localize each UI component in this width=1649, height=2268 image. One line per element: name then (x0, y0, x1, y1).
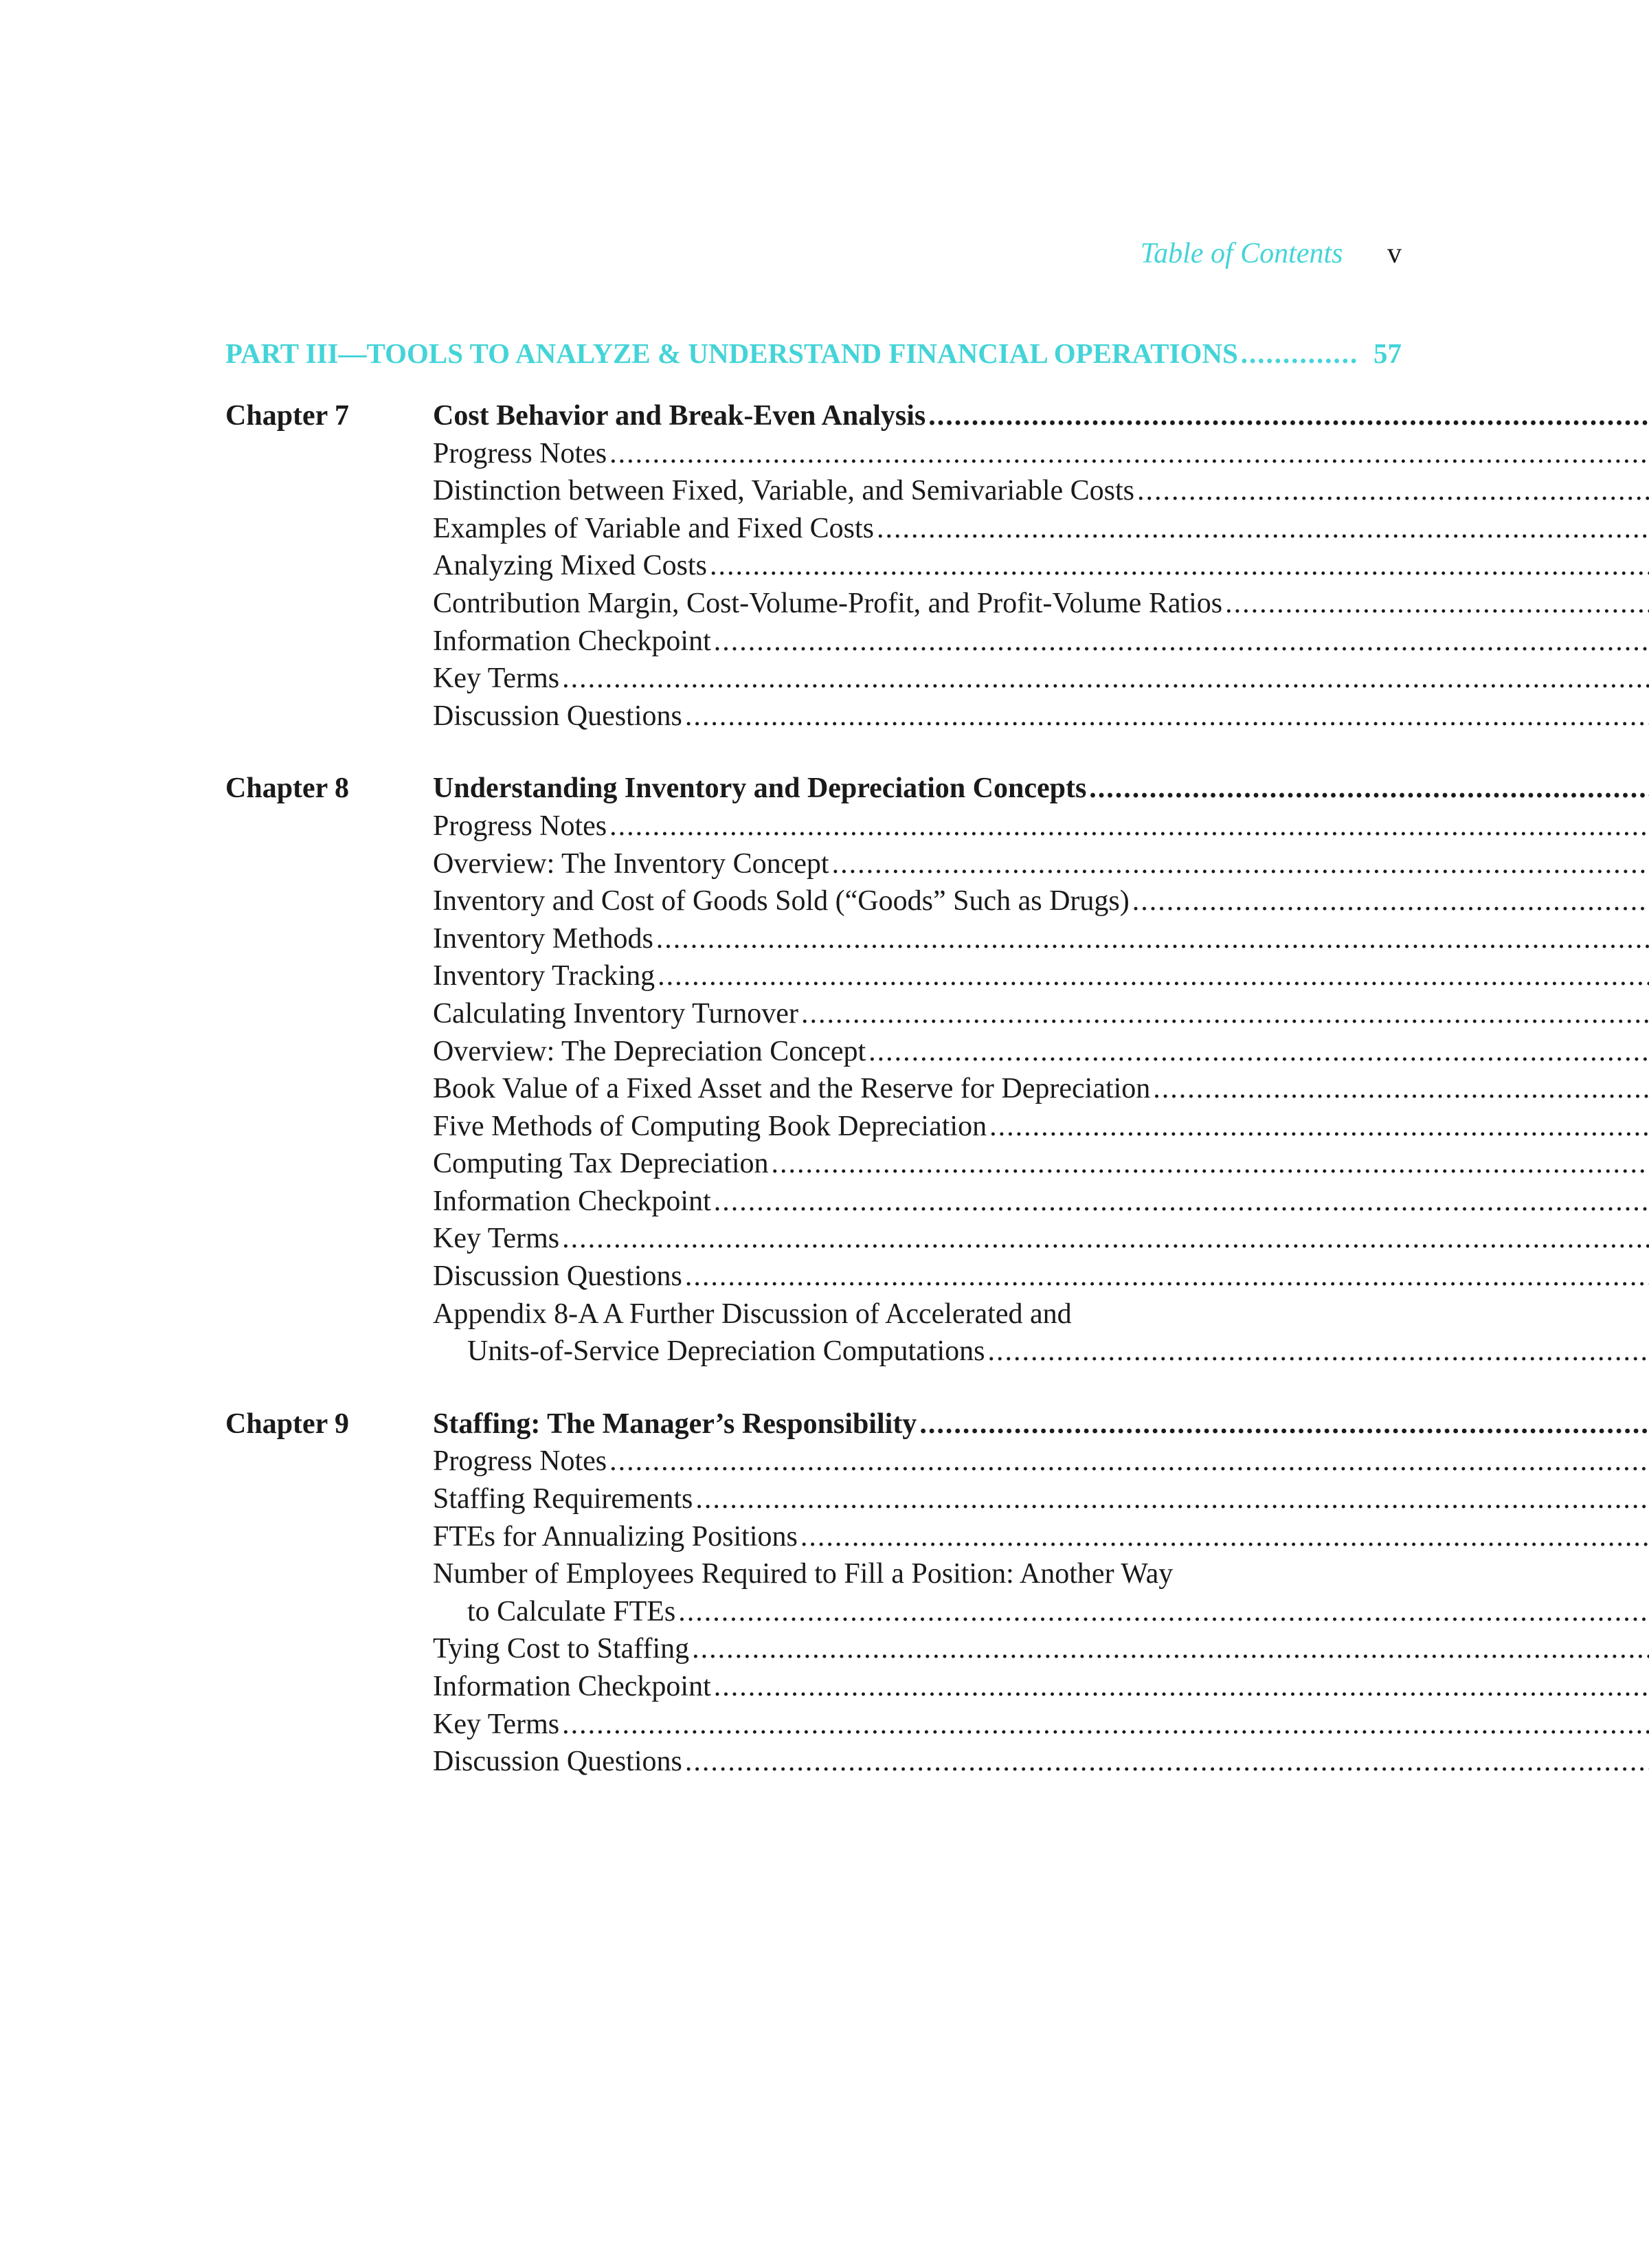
part-title: PART III—TOOLS TO ANALYZE & UNDERSTAND FINANCIAL OPERATIONS (225, 337, 1238, 369)
dot-leader (609, 435, 1649, 473)
dot-leader (832, 845, 1649, 883)
entry-title: Information Checkpoint (433, 625, 711, 657)
dot-leader (695, 1480, 1649, 1518)
entry-title: Distinction between Fixed, Variable, and Semivariable Costs (433, 475, 1135, 507)
toc-entry[interactable] (433, 547, 1649, 585)
entry-title: Staffing: The Manager’s Responsibility (433, 1408, 917, 1440)
dot-leader (656, 920, 1649, 958)
entry-title: Calculating Inventory Turnover (433, 997, 798, 1030)
chapter-list (225, 397, 1402, 1781)
toc-entry[interactable] (433, 623, 1649, 660)
toc-entry[interactable] (433, 1593, 1649, 1631)
entry-title: Appendix 8-A A Further Discussion of Accelerated and (433, 1298, 1072, 1330)
chapter-title-entry[interactable] (433, 770, 1649, 808)
entry-title: Information Checkpoint (433, 1185, 711, 1217)
dot-leader (685, 698, 1649, 735)
entry-title: Units-of-Service Depreciation Computations (467, 1335, 985, 1368)
dot-leader (989, 1108, 1649, 1146)
toc-entry[interactable] (433, 1333, 1649, 1370)
toc-entry[interactable] (433, 808, 1649, 845)
entry-title: to Calculate FTEs (467, 1595, 676, 1627)
dot-leader (685, 1258, 1649, 1296)
dot-leader (714, 1183, 1649, 1221)
toc-entry[interactable] (433, 1743, 1649, 1781)
entry-title: Examples of Variable and Fixed Costs (433, 512, 874, 544)
toc-entry[interactable] (433, 1033, 1649, 1071)
entry-title: Inventory and Cost of Goods Sold (“Goods” Such as Drugs) (433, 885, 1130, 918)
toc-entry[interactable] (433, 1070, 1649, 1108)
chapter-entries (433, 1405, 1649, 1781)
entry-title: Analyzing Mixed Costs (433, 550, 707, 582)
dot-leader (678, 1593, 1649, 1631)
toc-entry[interactable] (433, 1555, 1649, 1593)
toc-entry[interactable] (433, 1108, 1649, 1146)
entry-title: Progress Notes (433, 437, 607, 469)
dot-leader (928, 397, 1649, 435)
toc-entry[interactable] (433, 510, 1649, 548)
toc-entry[interactable] (433, 698, 1649, 735)
dot-leader (1137, 472, 1649, 510)
dot-leader (714, 1668, 1649, 1706)
toc-entry[interactable] (433, 1145, 1649, 1183)
dot-leader (987, 1333, 1649, 1370)
part-heading[interactable] (225, 326, 1402, 381)
chapter-title-entry[interactable] (433, 397, 1649, 435)
entry-title: Understanding Inventory and Depreciation Concepts (433, 772, 1087, 805)
dot-leader (801, 995, 1649, 1033)
toc-entry[interactable] (433, 920, 1649, 958)
toc-entry[interactable] (433, 1706, 1649, 1744)
dot-leader (609, 1443, 1649, 1480)
chapter-label: Chapter 9 (225, 1408, 350, 1440)
dot-leader (710, 547, 1649, 585)
chapter-entries (433, 397, 1649, 735)
toc-entry[interactable] (433, 1296, 1649, 1333)
toc-entry[interactable] (433, 1220, 1649, 1258)
entry-title: Five Methods of Computing Book Depreciation (433, 1110, 987, 1142)
toc-entry[interactable] (433, 660, 1649, 698)
chapter-label: Chapter 7 (225, 400, 350, 432)
entry-title: Staffing Requirements (433, 1483, 693, 1515)
toc-entry[interactable] (433, 882, 1649, 920)
toc-entry[interactable] (433, 1480, 1649, 1518)
chapter-block (225, 1405, 1402, 1781)
dot-leader (609, 808, 1649, 845)
dot-leader (772, 1145, 1649, 1183)
toc-entry[interactable] (433, 435, 1649, 473)
entry-title: Discussion Questions (433, 1260, 682, 1293)
entry-title: Cost Behavior and Break-Even Analysis (433, 400, 926, 432)
entry-title: Key Terms (433, 1708, 560, 1740)
chapter-label: Chapter 8 (225, 772, 350, 805)
entry-title: Discussion Questions (433, 1746, 682, 1778)
toc-entry[interactable] (433, 1668, 1649, 1706)
toc-entry[interactable] (433, 1258, 1649, 1296)
running-title: Table of Contents (1140, 238, 1343, 269)
toc-entry[interactable] (433, 1630, 1649, 1668)
dot-leader (919, 1405, 1649, 1443)
entry-title: Progress Notes (433, 1445, 607, 1478)
entry-title: Number of Employees Required to Fill a Position: Another Way (433, 1558, 1174, 1590)
entry-title: Discussion Questions (433, 700, 682, 732)
entry-title: FTEs for Annualizing Positions (433, 1520, 798, 1553)
entry-title: Overview: The Depreciation Concept (433, 1035, 866, 1067)
dot-leader (562, 1706, 1649, 1744)
entry-title: Information Checkpoint (433, 1671, 711, 1702)
entry-title: Overview: The Inventory Concept (433, 847, 829, 880)
toc-entry[interactable] (433, 957, 1649, 995)
part-page: 57 (1373, 337, 1402, 369)
dot-leader (685, 1743, 1649, 1781)
toc-entry[interactable] (433, 1518, 1649, 1556)
chapter-block (225, 770, 1402, 1370)
dot-leader (1241, 326, 1356, 381)
toc-entry[interactable] (433, 1443, 1649, 1480)
toc-entry[interactable] (433, 585, 1649, 623)
dot-leader (868, 1033, 1649, 1071)
toc-entry[interactable] (433, 845, 1649, 883)
running-head (1141, 233, 1402, 274)
chapter-title-entry[interactable] (433, 1405, 1649, 1443)
page-number: v (1387, 238, 1402, 269)
table-of-contents (225, 326, 1402, 1781)
chapter-block (225, 397, 1402, 735)
entry-title: Inventory Tracking (433, 960, 655, 992)
dot-leader (877, 510, 1649, 548)
entry-title: Computing Tax Depreciation (433, 1148, 769, 1180)
entry-title: Book Value of a Fixed Asset and the Reserve for Depreciation (433, 1073, 1151, 1105)
dot-leader (692, 1630, 1649, 1668)
dot-leader (658, 957, 1649, 995)
toc-entry[interactable] (433, 1183, 1649, 1221)
dot-leader (562, 1220, 1649, 1258)
entry-title: Key Terms (433, 1223, 560, 1255)
chapter-entries (433, 770, 1649, 1370)
entry-title: Key Terms (433, 663, 560, 695)
toc-entry[interactable] (433, 995, 1649, 1033)
entry-title: Contribution Margin, Cost-Volume-Profit, and Profit-Volume Ratios (433, 587, 1223, 619)
dot-leader (1089, 770, 1649, 808)
dot-leader (714, 623, 1649, 660)
entry-title: Progress Notes (433, 810, 607, 842)
toc-entry[interactable] (433, 472, 1649, 510)
entry-title: Tying Cost to Staffing (433, 1633, 690, 1665)
entry-title: Inventory Methods (433, 922, 653, 955)
dot-leader (1225, 585, 1649, 623)
dot-leader (800, 1518, 1649, 1556)
dot-leader (1153, 1070, 1649, 1108)
dot-leader (1132, 882, 1649, 920)
dot-leader (562, 660, 1649, 698)
